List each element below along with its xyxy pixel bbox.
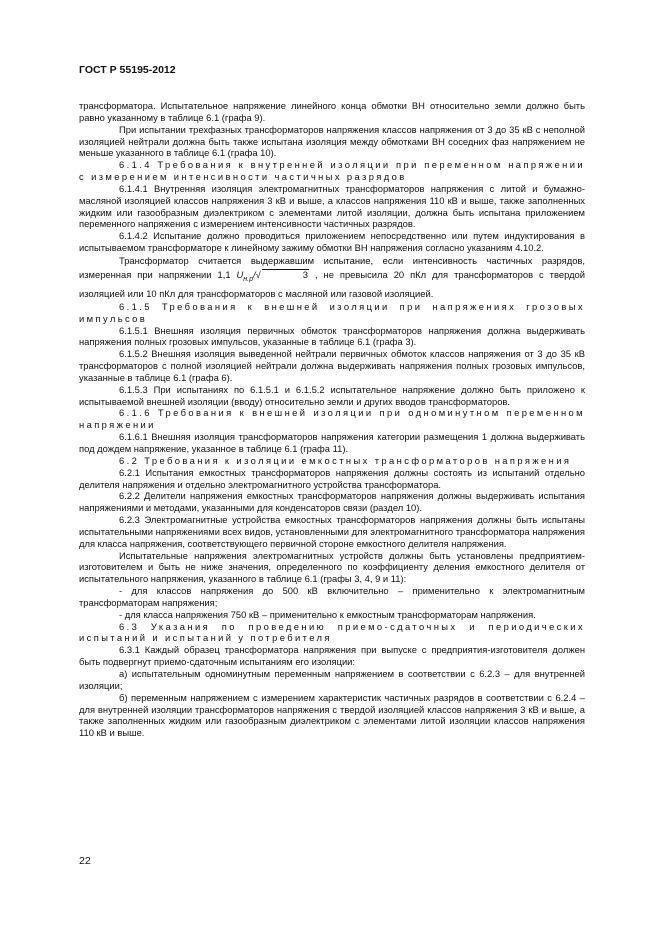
paragraph: 6.2.3 Электромагнитные устройства емкостных трансформаторов напряжения должны быть испытаны испытательными напряжениями всех видов, установленными для электромагнитного трансформатора напряжения для класса напряжения, соответствующего первичной стороне емкостного делителя напряжения.	[79, 514, 585, 549]
section-heading: 6.1.6 Требования к внешней изоляции при одноминутном переменном напряжении	[79, 407, 585, 431]
paragraph: 6.1.5.2 Внешняя изоляция выведенной нейтрали первичных обмоток классов напряжения от 3 до 35 кВ трансформаторов с полной изоляцией нейтрали должна выдерживать напряжения полных грозовых импульсов, указанные в таблице 6.1 (графа 6).	[79, 348, 585, 383]
formula-slash: /	[253, 268, 256, 280]
paragraph: При испытании трехфазных трансформаторов напряжения классов напряжения от 3 до 35 кВ с неполной изоляцией нейтрали должна быть также испытана изоляция между обмотками ВН соседних фаз напряжением не меньше указанного в таблице 6.1 (графа 10).	[79, 123, 585, 159]
document-body	[79, 100, 585, 739]
document-header: ГОСТ Р 55195-2012	[79, 64, 176, 76]
list-item: а) испытательным одноминутным переменным напряжением в соответствии с 6.2.3 – для внутренней изоляции;	[79, 668, 585, 691]
paragraph: 6.2.2 Делители напряжения емкостных трансформаторов напряжения должны выдерживать испытания напряжениями и методами, указанными для конденсаторов связи (раздел 10).	[79, 490, 585, 514]
page-number: 22	[79, 855, 91, 867]
section-heading: 6.1.4 Требования к внутренней изоляции при переменном напряжении с измерением интенсивности частичных разрядов	[79, 159, 585, 183]
formula-text-after: , не превысила 20 пКл для трансформаторов с твердой изоляцией или 10 пКл для трансформаторов с масляной или газовой изоляцией.	[79, 268, 585, 299]
sqrt-argument: 3	[262, 269, 309, 279]
list-item: б) переменным напряжением с измерением характеристик частичных разрядов в соответствии с 6.2.4 – для внутренней изоляции трансформаторов напряжения с твердой изоляцией классов напряжения 3 кВ и выше, а также заполненных жидким или газообразным диэлектриком с элементами литой изоляции классов напряжения 110 кВ и выше.	[79, 691, 585, 739]
sqrt-symbol: √	[255, 268, 261, 280]
paragraph: трансформатора. Испытательное напряжение линейного конца обмотки ВН относительно земли должно быть равно указанному в таблице 6.1 (графа 9).	[79, 100, 585, 123]
formula-text-before: Трансформатор считается выдержавшим испытание, если интенсивность частичных разрядов, измеренная при напряжении 1,1	[79, 254, 585, 280]
paragraph: 6.1.6.1 Внешняя изоляция трансформаторов напряжения категории размещения 1 должна выдерживать под дождем напряжение, указанное в таблице 6.1 (графа 11).	[79, 431, 585, 454]
paragraph: 6.2.1 Испытания емкостных трансформаторов напряжения должны состоять из испытаний отдельно делителя напряжения и отдельно электромагнитного устройства трансформатора.	[79, 466, 585, 490]
list-item: - для класса напряжения 750 кВ – применительно к емкостным трансформаторам напряжения.	[119, 608, 536, 620]
voltage-symbol: $U_{н.р}$	[236, 268, 253, 283]
paragraph: 6.3.1 Каждый образец трансформатора напряжения при выпуске с предприятия-изготовителя должен быть подвергнут приемо-сдаточным испытаниям его изоляции:	[79, 644, 585, 668]
section-heading: 6.1.5 Требования к внешней изоляции при напряжениях грозовых импульсов	[79, 300, 585, 324]
paragraph: 6.1.4.1 Внутренняя изоляция электромагнитных трансформаторов напряжения с литой и бумажно-масляной изоляцией классов напряжения 3 кВ и выше, а классов напряжения 110 кВ и выше, также заполненных жидким или газообразным диэлектриком с элементами литой изоляции, должна быть испытана приложением переменного напряжения с измерением интенсивности частичных разрядов.	[79, 182, 585, 230]
paragraph: 6.1.5.1 Внешняя изоляция первичных обмоток трансформаторов напряжения должна выдерживать напряжения полных грозовых импульсов, указанные в таблице 6.1 (графа 3).	[79, 324, 585, 348]
section-heading: 6.2 Требования к изоляции емкостных трансформаторов напряжения	[119, 454, 572, 466]
section-heading: 6.3 Указания по проведению приемо-сдаточных и периодических испытаний и испытаний у потребителя	[79, 620, 585, 644]
paragraph: 6.1.5.3 При испытаниях по 6.1.5.1 и 6.1.5.2 испытательное напряжение должно быть приложено к испытываемой внешней изоляции (вводу) относительно земли и других вводов трансформаторов.	[79, 383, 585, 407]
formula-paragraph	[79, 254, 585, 301]
paragraph: Испытательные напряжения электромагнитных устройств должны быть установлены предприятием-изготовителем и быть не ниже значения, определенного по коэффициенту деления емкостного делителя от испытательного напряжения, указанного в таблице 6.1 (графы 3, 4, 9 и 11):	[79, 549, 585, 585]
list-item: - для классов напряжения до 500 кВ включительно – применительно к электромагнитным трансформаторам напряжения;	[79, 585, 585, 608]
paragraph: 6.1.4.2 Испытание должно проводиться приложением непосредственно или путем индуктирования в испытываемом трансформаторе к линейному зажиму обмотки ВН напряжения согласно указаниям 4.10.2.	[79, 230, 585, 254]
